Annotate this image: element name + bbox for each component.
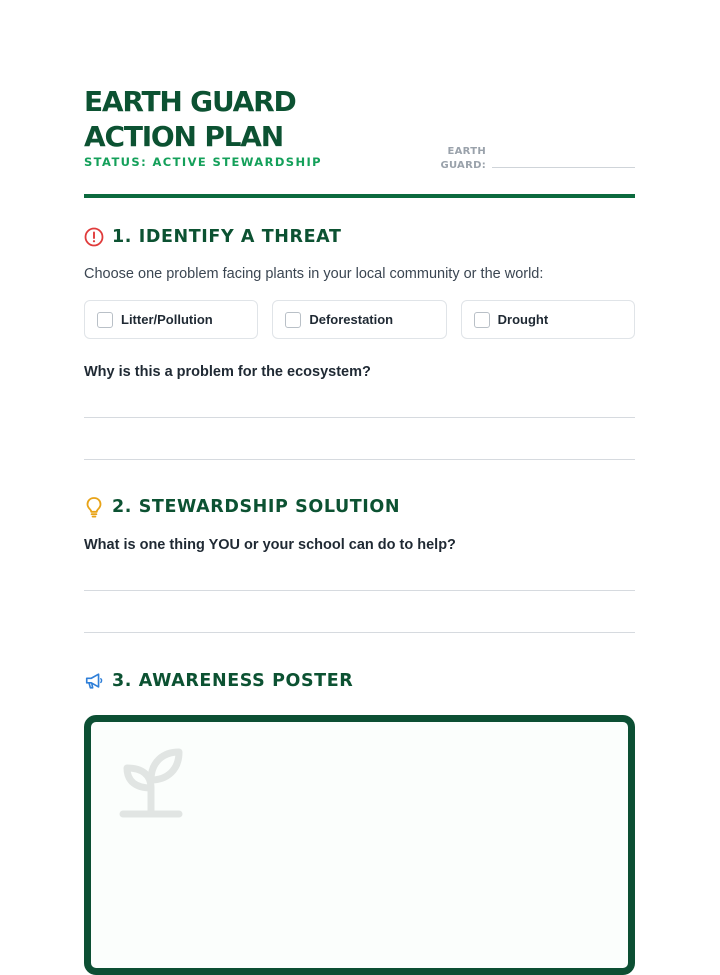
solution-question: What is one thing YOU or your school can do to help? — [84, 537, 456, 553]
status-text: STATUS: ACTIVE STEWARDSHIP — [84, 155, 322, 169]
option-deforestation[interactable] — [272, 300, 446, 339]
section-2-header — [84, 497, 400, 517]
checkbox-deforestation[interactable] — [285, 312, 301, 328]
option-label: Deforestation — [309, 312, 394, 327]
sprout-icon — [117, 744, 189, 825]
ecosystem-question: Why is this a problem for the ecosystem? — [84, 364, 371, 380]
answer-line-3[interactable] — [84, 590, 635, 591]
option-litter-pollution[interactable] — [84, 300, 258, 339]
alert-circle-icon — [84, 227, 104, 247]
section-1-title: 1. IDENTIFY A THREAT — [112, 227, 342, 247]
title-line-2: ACTION PLAN — [84, 120, 283, 153]
option-label: Litter/Pollution — [121, 312, 213, 327]
guard-name-label — [434, 145, 486, 173]
header-divider — [84, 194, 635, 198]
poster-drawing-area[interactable] — [84, 715, 635, 975]
option-label: Drought — [497, 312, 549, 327]
section-3-title: 3. AWARENESS POSTER — [112, 671, 354, 691]
option-drought[interactable] — [461, 300, 635, 339]
checkbox-litter-pollution[interactable] — [97, 312, 113, 328]
answer-line-2[interactable] — [84, 459, 635, 460]
answer-line-1[interactable] — [84, 417, 635, 418]
guard-label-line-2: GUARD: — [440, 160, 486, 171]
threat-options — [84, 300, 635, 339]
guard-name-field[interactable] — [492, 167, 635, 168]
answer-line-4[interactable] — [84, 632, 635, 633]
checkbox-drought[interactable] — [474, 312, 490, 328]
worksheet-page — [84, 0, 635, 932]
section-3-header — [84, 671, 353, 691]
lightbulb-icon — [84, 497, 104, 517]
guard-label-line-1: EARTH — [447, 146, 486, 157]
megaphone-icon — [84, 671, 104, 691]
title-line-1: EARTH GUARD — [84, 85, 296, 118]
page-title — [84, 84, 384, 154]
section-2-title: 2. STEWARDSHIP SOLUTION — [112, 497, 401, 517]
section-1-header — [84, 227, 342, 247]
threat-prompt: Choose one problem facing plants in your local community or the world: — [84, 266, 544, 282]
